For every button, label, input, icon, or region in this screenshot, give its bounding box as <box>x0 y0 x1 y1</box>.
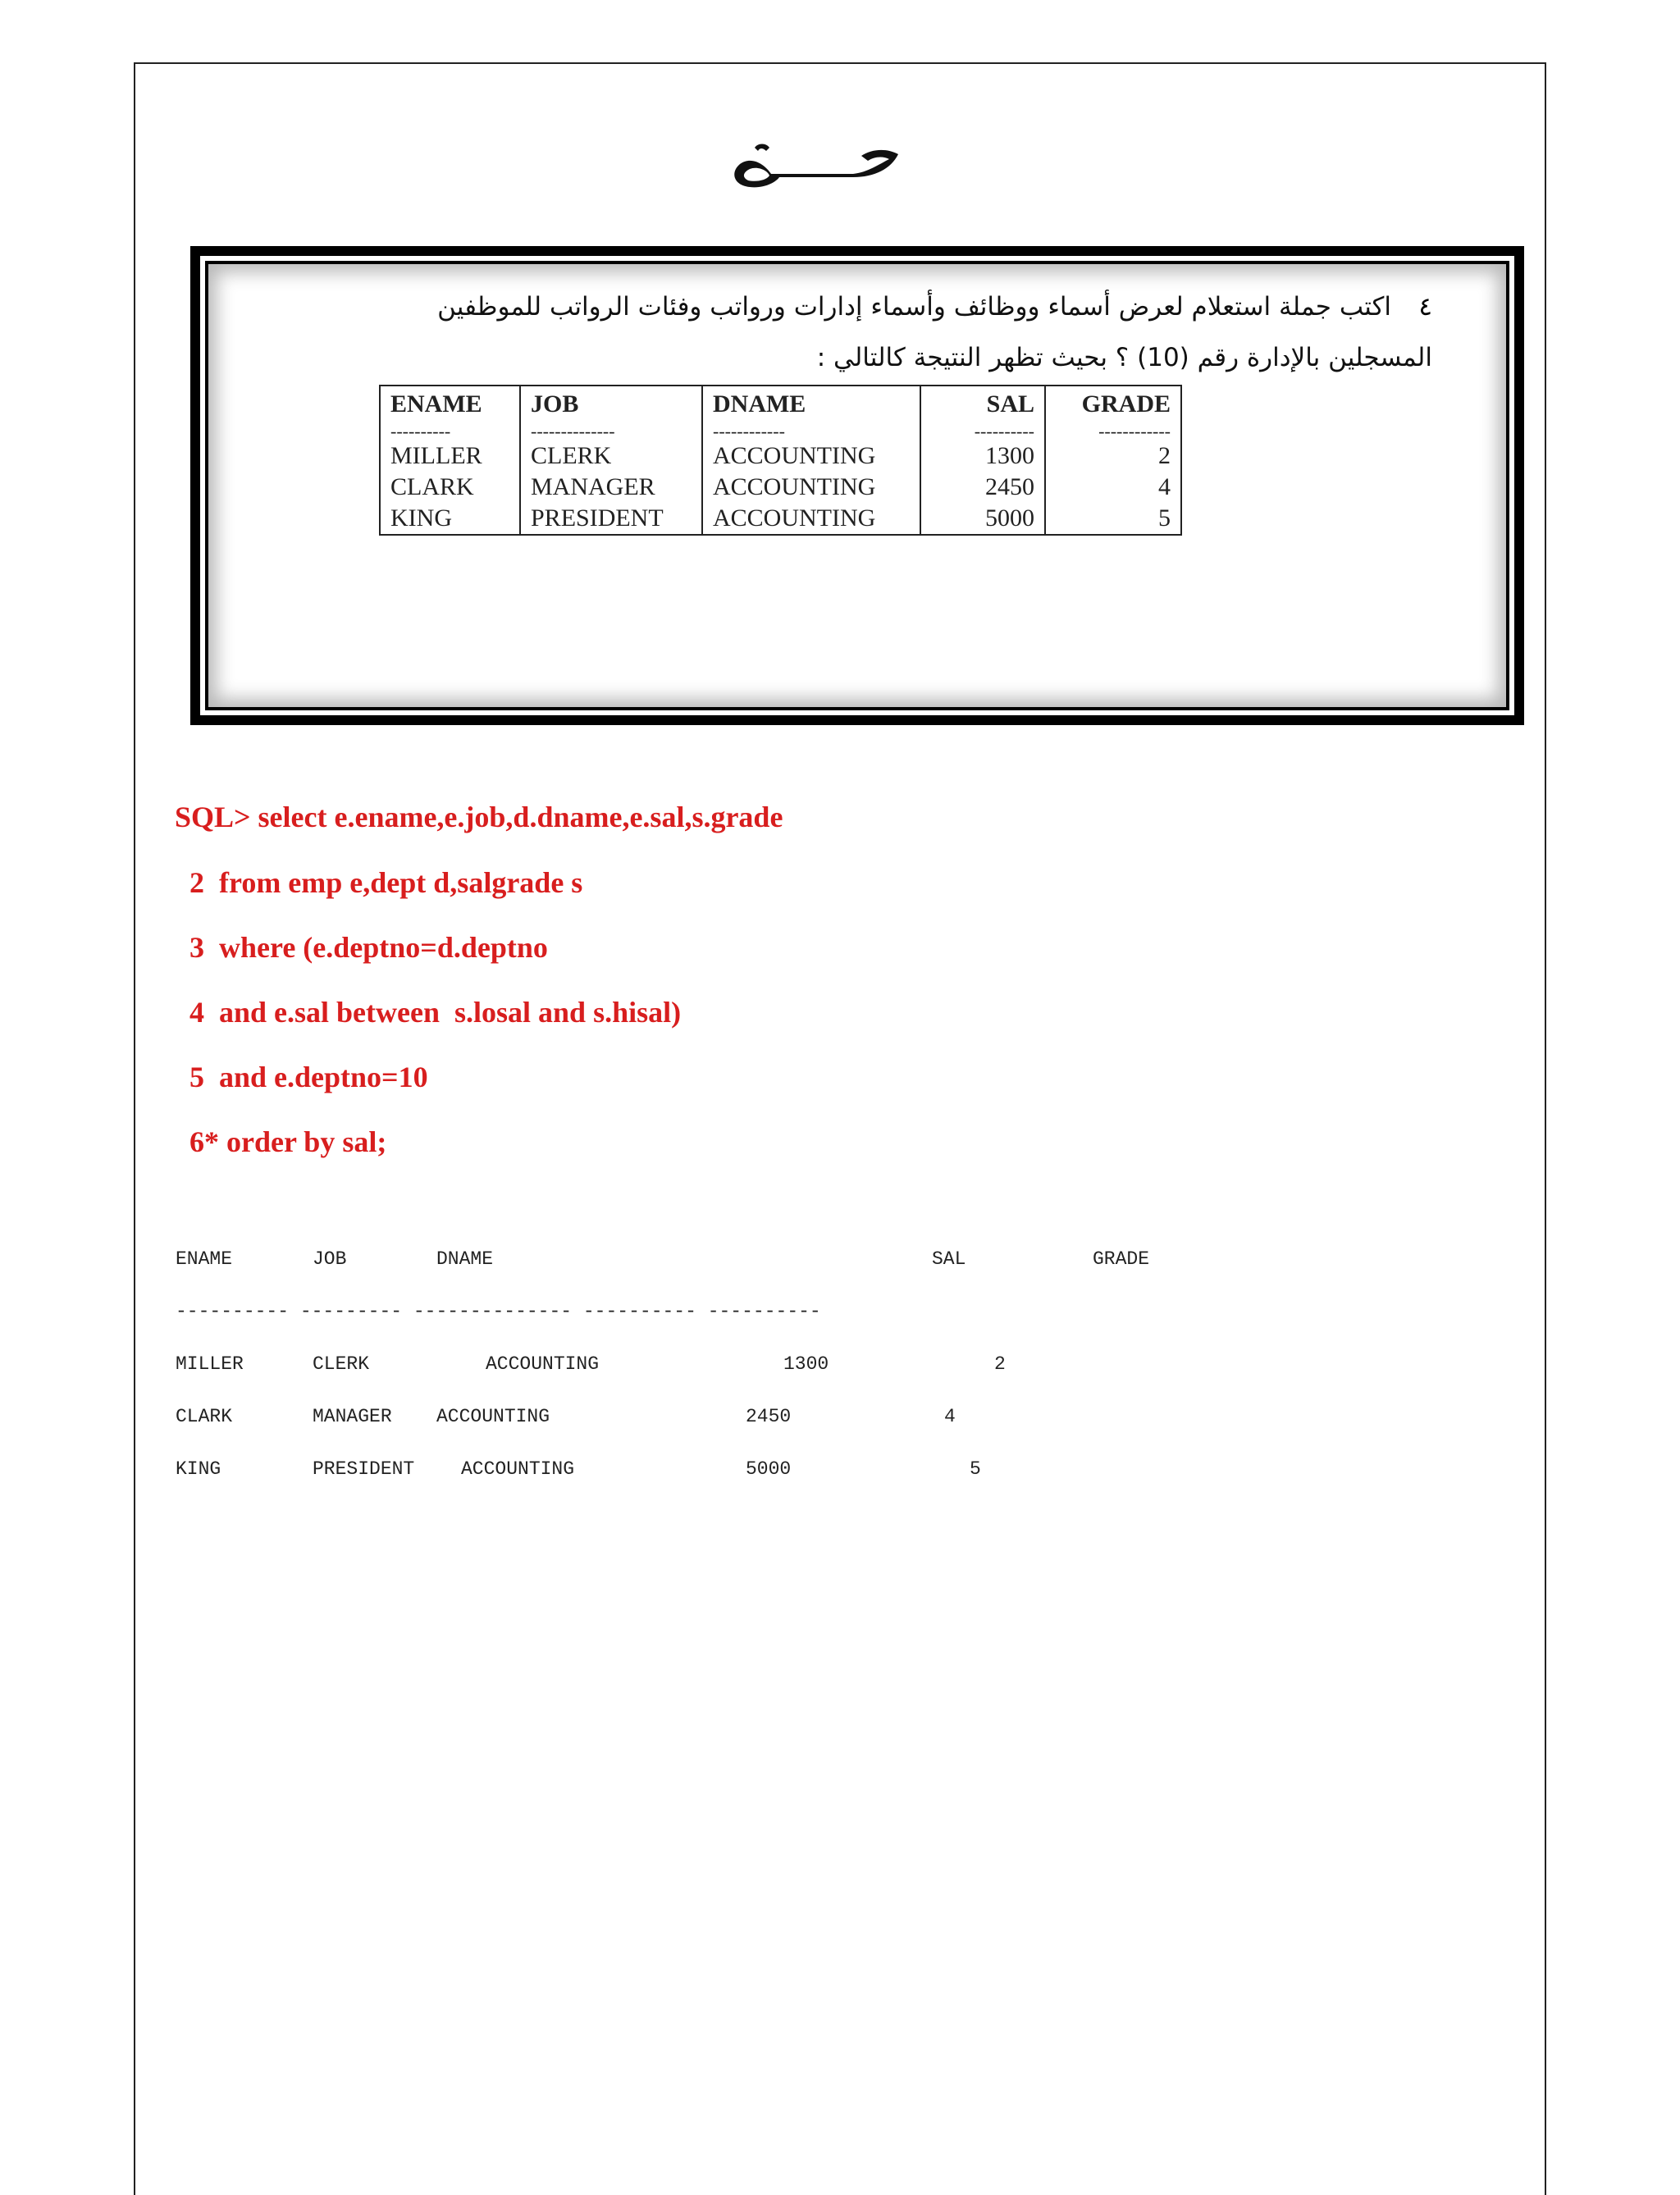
sql-line-2: 2 from emp e,dept d,salgrade s <box>175 866 583 899</box>
question-text-line-1: اكتب جملة استعلام لعرض أسماء ووظائف وأسماء إدارات ورواتب وفئات الرواتب للموظفين <box>437 292 1391 322</box>
cell-ename: MILLER <box>380 440 520 472</box>
header-sal: SAL <box>920 386 1045 422</box>
header-grade: GRADE <box>1045 386 1181 422</box>
cell-sal: 2450 <box>920 472 1045 503</box>
sql-line-6: 6* order by sal; <box>175 1125 387 1158</box>
result-dash-separator: ---------- --------- -------------- ---------- ---------- <box>176 1301 821 1322</box>
question-frame <box>190 246 1524 725</box>
dash-dname: ------------ <box>702 422 920 440</box>
cell-dname: ACCOUNTING <box>702 440 920 472</box>
result-row-ename: CLARK <box>176 1406 233 1427</box>
result-row-dname: ACCOUNTING <box>436 1406 550 1427</box>
solution-heading <box>722 131 919 205</box>
result-row-grade: 4 <box>944 1406 956 1427</box>
sql-line-4: 4 and e.sal between s.losal and s.hisal) <box>175 996 682 1029</box>
sql-line-3: 3 where (e.deptno=d.deptno <box>175 931 548 964</box>
result-row-job: MANAGER <box>313 1406 392 1427</box>
question-number: ٤ <box>1418 292 1432 322</box>
dash-ename: ---------- <box>380 422 520 440</box>
cell-sal: 5000 <box>920 503 1045 535</box>
solution-calligraphy-icon <box>722 131 919 205</box>
result-row-ename: KING <box>176 1458 221 1480</box>
dash-grade: ------------ <box>1045 422 1181 440</box>
cell-job: PRESIDENT <box>520 503 702 535</box>
result-row-dname: ACCOUNTING <box>486 1353 600 1375</box>
cell-grade: 4 <box>1045 472 1181 503</box>
dash-sal: ---------- <box>920 422 1045 440</box>
result-row-job: PRESIDENT <box>313 1458 415 1480</box>
header-dname: DNAME <box>702 386 920 422</box>
sql-line-1: SQL> select e.ename,e.job,d.dname,e.sal,s.grade <box>175 801 783 833</box>
question-text-line-2: المسجلين بالإدارة رقم (10) ؟ بحيث تظهر النتيجة كالتالي : <box>816 343 1432 372</box>
cell-job: CLERK <box>520 440 702 472</box>
cell-grade: 5 <box>1045 503 1181 535</box>
result-row-sal: 5000 <box>746 1458 792 1480</box>
table-row <box>380 503 1181 535</box>
table-dash-row <box>380 422 1181 440</box>
result-row-ename: MILLER <box>176 1353 244 1375</box>
result-row-sal: 2450 <box>746 1406 792 1427</box>
header-job: JOB <box>520 386 702 422</box>
cell-dname: ACCOUNTING <box>702 503 920 535</box>
table-row <box>380 440 1181 472</box>
question-content <box>208 264 1506 707</box>
result-row-job: CLERK <box>313 1353 370 1375</box>
dash-job: -------------- <box>520 422 702 440</box>
cell-sal: 1300 <box>920 440 1045 472</box>
result-header-job: JOB <box>313 1248 347 1270</box>
cell-job: MANAGER <box>520 472 702 503</box>
table-header-row <box>380 386 1181 422</box>
sql-line-5: 5 and e.deptno=10 <box>175 1061 428 1093</box>
cell-dname: ACCOUNTING <box>702 472 920 503</box>
result-header-sal: SAL <box>932 1248 966 1270</box>
header-ename: ENAME <box>380 386 520 422</box>
result-row-grade: 2 <box>994 1353 1006 1375</box>
result-row-sal: 1300 <box>783 1353 829 1375</box>
result-row-grade: 5 <box>970 1458 981 1480</box>
result-row-dname: ACCOUNTING <box>461 1458 575 1480</box>
table-row <box>380 472 1181 503</box>
cell-ename: CLARK <box>380 472 520 503</box>
cell-ename: KING <box>380 503 520 535</box>
sample-output-table <box>379 385 1182 536</box>
result-header-dname: DNAME <box>436 1248 494 1270</box>
cell-grade: 2 <box>1045 440 1181 472</box>
result-header-ename: ENAME <box>176 1248 233 1270</box>
result-header-grade: GRADE <box>1093 1248 1150 1270</box>
